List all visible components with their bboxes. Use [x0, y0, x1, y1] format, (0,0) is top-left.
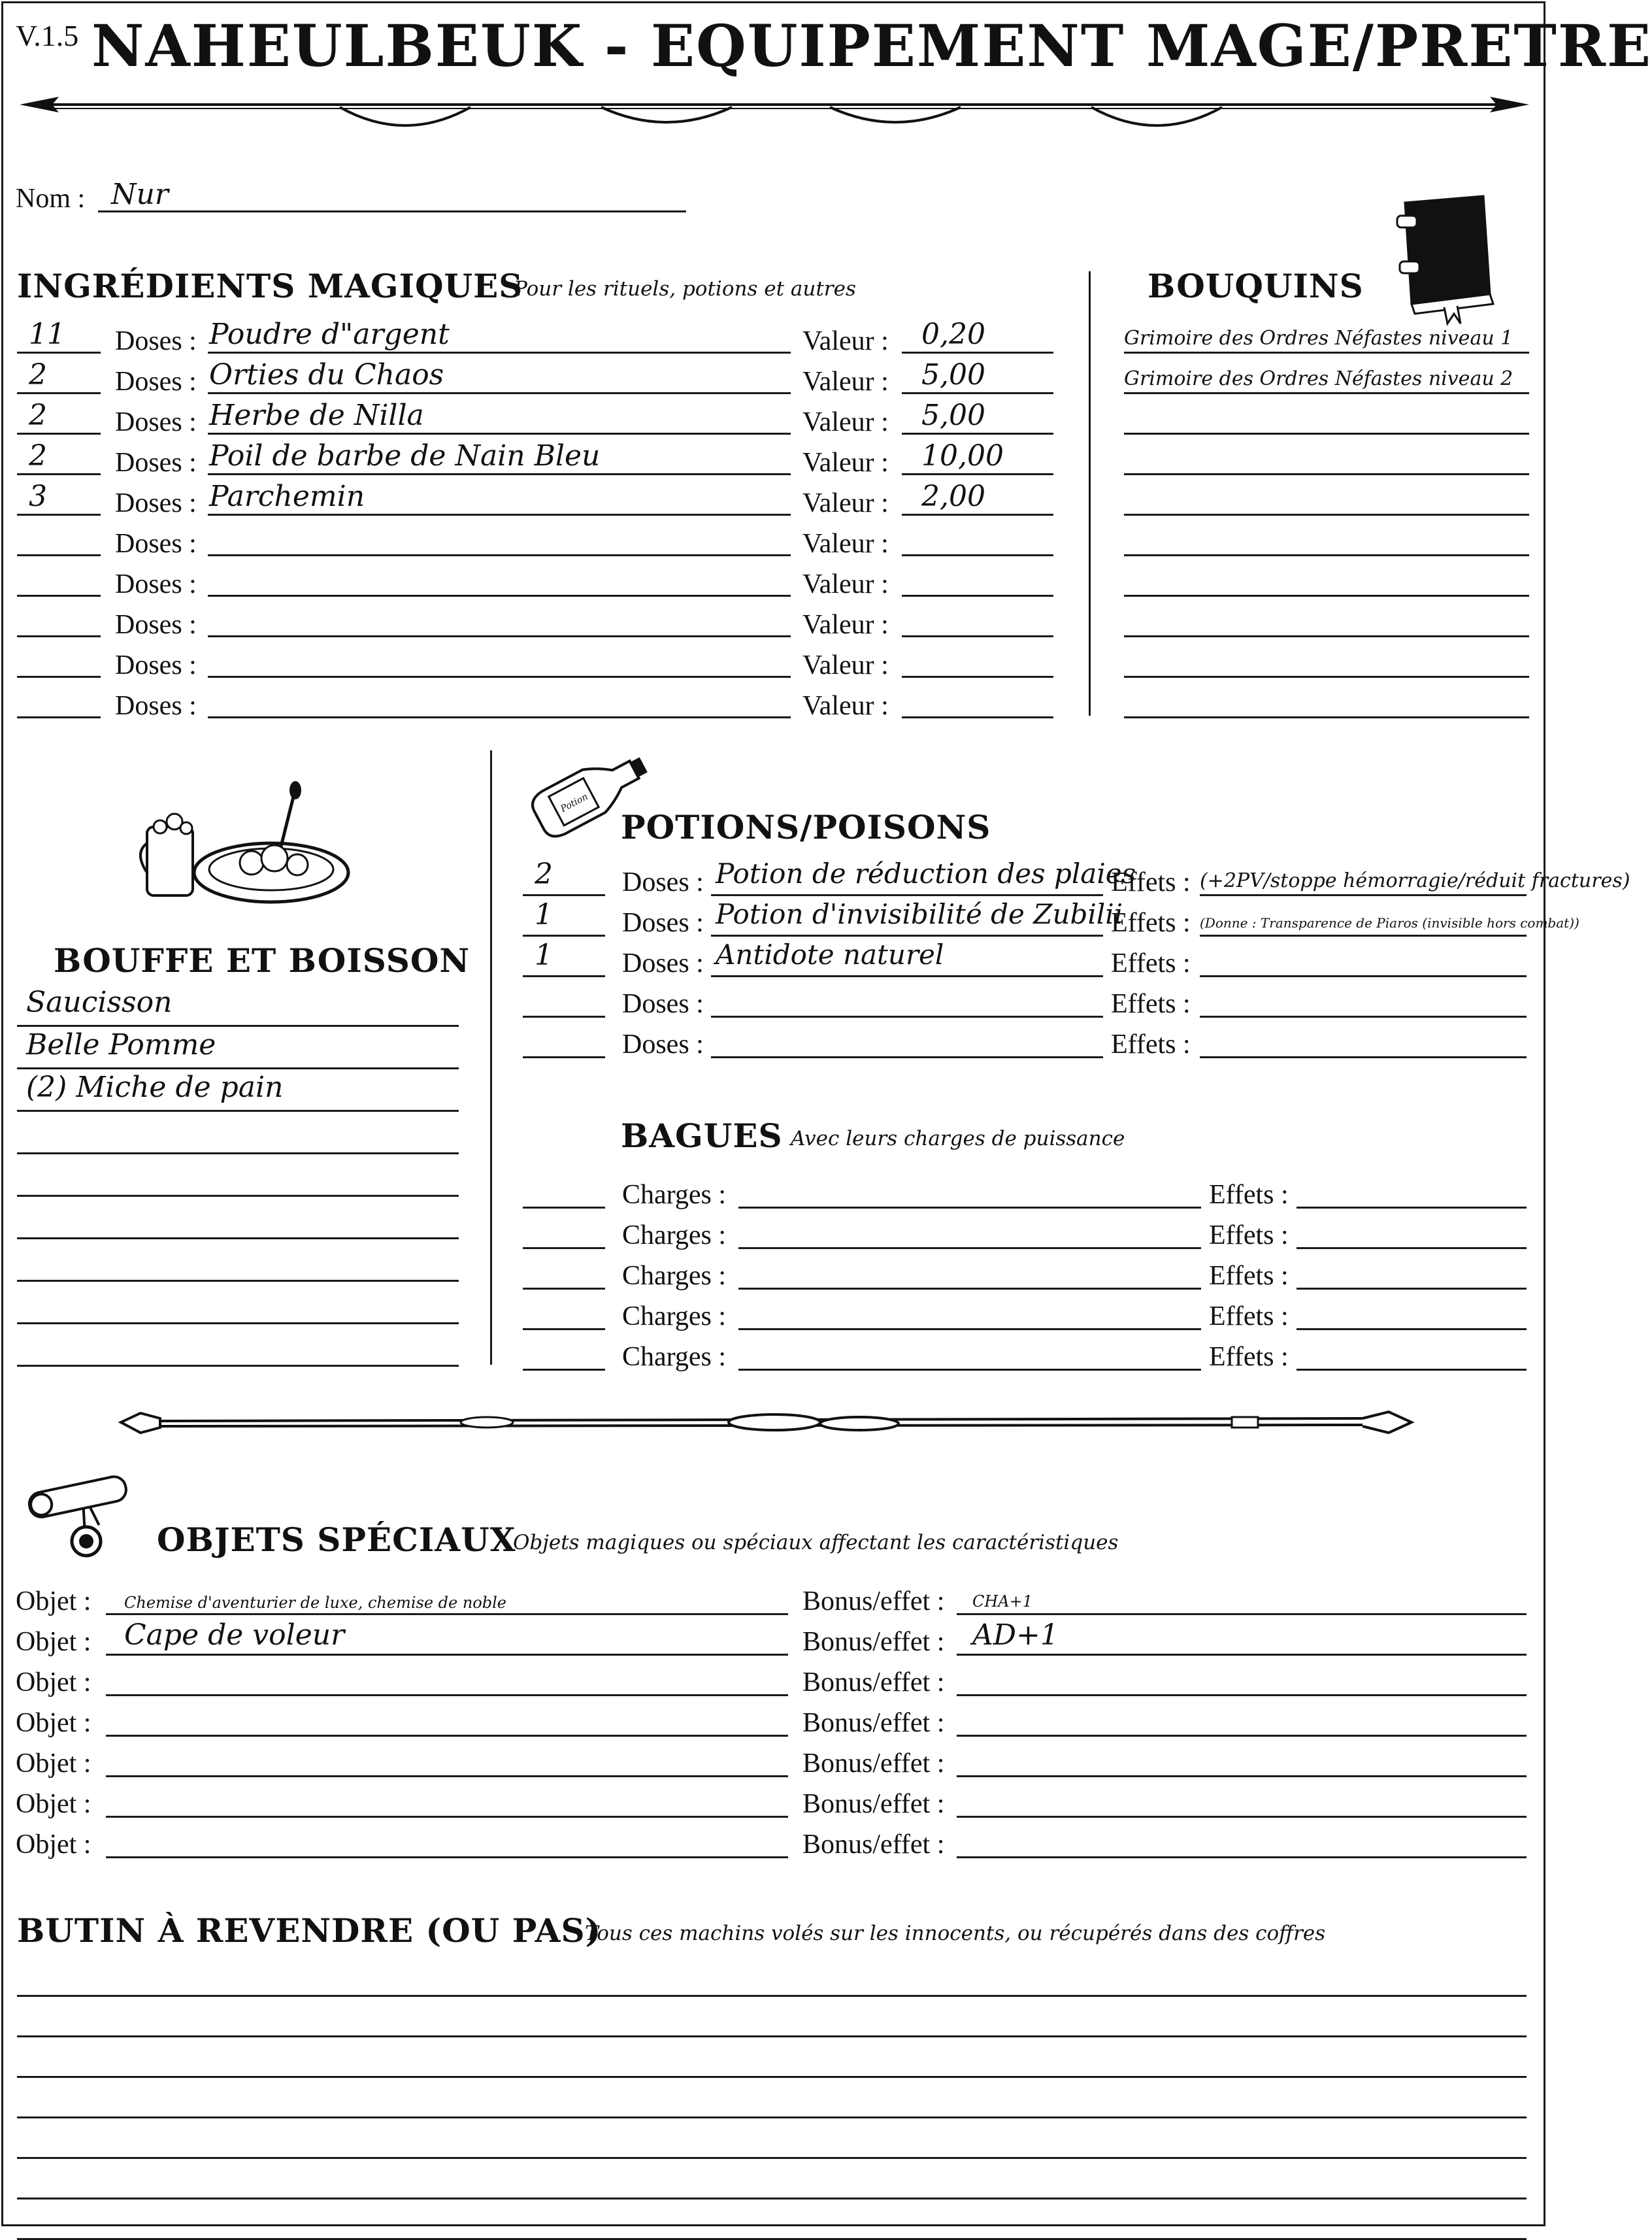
bouquins-heading: BOUQUINS [1148, 267, 1364, 305]
objet-name-line [106, 1735, 788, 1737]
potion-name-line [711, 975, 1103, 977]
ingredient-value-line [902, 716, 1053, 718]
butin-heading: BUTIN À REVENDRE (OU PAS) [17, 1911, 602, 1950]
bouquins-divider [1089, 271, 1091, 716]
bouffe-entry[interactable]: Belle Pomme [26, 1028, 216, 1061]
bouffe-line [17, 1067, 459, 1069]
bague-effect-line [1297, 1288, 1527, 1290]
ingredients-subtitle: Pour les rituels, potions et autres [514, 277, 856, 301]
bouquin-line [1124, 595, 1529, 597]
ingredient-qty[interactable]: 2 [29, 358, 47, 392]
bouffe-line [17, 1152, 459, 1154]
potion-qty-line [523, 1056, 605, 1058]
bouquin-line [1124, 635, 1529, 637]
spear-divider-top [13, 85, 1536, 137]
potion-effect-line [1200, 1056, 1527, 1058]
ingredient-qty-line [17, 716, 101, 718]
bouquin-line [1124, 514, 1529, 516]
objet-bonus-line [957, 1694, 1527, 1696]
ingredient-name[interactable]: Poil de barbe de Nain Bleu [209, 439, 601, 473]
potion-doses-label: Doses : [622, 948, 704, 978]
objet-label: Objet : [16, 1667, 91, 1697]
ingredient-doses-label: Doses : [115, 367, 197, 397]
objet-name-line [106, 1856, 788, 1858]
ingredient-value[interactable]: 2,00 [921, 480, 985, 513]
objet-bonus-label: Bonus/effet : [802, 1667, 945, 1697]
bagues-heading: BAGUES [621, 1116, 783, 1155]
ingredient-name-line [208, 676, 791, 678]
ingredient-name-line [208, 595, 791, 597]
ingredient-value[interactable]: 0,20 [921, 318, 985, 351]
bouquin-line [1124, 554, 1529, 556]
nom-line [98, 210, 686, 212]
ingredients-heading: INGRÉDIENTS MAGIQUES [17, 267, 523, 305]
ingredient-qty-line [17, 676, 101, 678]
objet-bonus[interactable]: CHA+1 [972, 1592, 1033, 1611]
ingredient-name[interactable]: Herbe de Nilla [209, 399, 424, 432]
butin-subtitle: Tous ces machins volés sur les innocents, ou récupérés dans des coffres [585, 1922, 1326, 1945]
ingredient-name-line [208, 433, 791, 435]
bagues-subtitle: Avec leurs charges de puissance [791, 1127, 1125, 1150]
ingredient-name-line [208, 716, 791, 718]
ingredient-qty[interactable]: 11 [29, 318, 65, 351]
scroll-ring-icon [16, 1464, 153, 1562]
bouffe-line [17, 1110, 459, 1112]
ingredient-valeur-label: Valeur : [802, 488, 889, 518]
bouffe-line [17, 1365, 459, 1367]
potion-name[interactable]: Antidote naturel [716, 939, 944, 971]
butin-line [17, 1995, 1527, 1997]
ingredient-name[interactable]: Poudre d"argent [209, 318, 450, 351]
bouffe-line [17, 1280, 459, 1282]
potion-name[interactable]: Potion d'invisibilité de Zubilii [716, 898, 1123, 930]
objet-bonus-line [957, 1816, 1527, 1818]
objet-name-line [106, 1613, 788, 1615]
ingredient-value[interactable]: 5,00 [921, 399, 985, 432]
ingredient-valeur-label: Valeur : [802, 691, 889, 721]
bague-qty-line [523, 1328, 605, 1330]
potion-name[interactable]: Potion de réduction des plaies [716, 858, 1136, 890]
ingredient-value-line [902, 635, 1053, 637]
bouquin-line [1124, 433, 1529, 435]
objet-label: Objet : [16, 1830, 91, 1860]
objet-bonus-label: Bonus/effet : [802, 1748, 945, 1779]
potion-effets-label: Effets : [1111, 948, 1191, 978]
objet-bonus-label: Bonus/effet : [802, 1708, 945, 1738]
potion-name-line [711, 1056, 1103, 1058]
bague-charges-label: Charges : [622, 1261, 727, 1291]
ingredient-doses-label: Doses : [115, 691, 197, 721]
objet-bonus-line [957, 1775, 1527, 1777]
bague-charges-label: Charges : [622, 1180, 727, 1210]
ingredient-doses-label: Doses : [115, 610, 197, 640]
bague-effect-line [1297, 1369, 1527, 1371]
objet-label: Objet : [16, 1789, 91, 1819]
ingredient-value[interactable]: 5,00 [921, 358, 985, 392]
ingredient-value-line [902, 392, 1053, 394]
ingredient-value-line [902, 433, 1053, 435]
ingredient-doses-label: Doses : [115, 569, 197, 599]
potion-doses-label: Doses : [622, 989, 704, 1019]
version-label: V.1.5 [16, 19, 79, 52]
bouffe-line [17, 1195, 459, 1197]
ingredient-value-line [902, 514, 1053, 516]
objet-bonus-label: Bonus/effet : [802, 1789, 945, 1819]
ingredient-qty[interactable]: 3 [29, 480, 47, 513]
butin-line [17, 2198, 1527, 2199]
bague-charges-line [738, 1207, 1201, 1209]
bouffe-heading: BOUFFE ET BOISSON [54, 941, 471, 980]
ingredient-name-line [208, 473, 791, 475]
ingredient-valeur-label: Valeur : [802, 326, 889, 356]
ingredient-valeur-label: Valeur : [802, 367, 889, 397]
ingredient-doses-label: Doses : [115, 326, 197, 356]
ingredient-value[interactable]: 10,00 [921, 439, 1004, 473]
potion-effets-label: Effets : [1111, 908, 1191, 938]
ingredient-name-line [208, 554, 791, 556]
ingredient-qty-line [17, 392, 101, 394]
objet-bonus-label: Bonus/effet : [802, 1830, 945, 1860]
ingredient-name[interactable]: Orties du Chaos [209, 358, 444, 392]
objet-label: Objet : [16, 1708, 91, 1738]
potion-effect-line [1200, 1016, 1527, 1018]
bague-qty-line [523, 1288, 605, 1290]
ingredient-value-line [902, 676, 1053, 678]
butin-line [17, 2035, 1527, 2037]
bouffe-line [17, 1322, 459, 1324]
bague-effets-label: Effets : [1209, 1180, 1289, 1210]
bouquin-entry[interactable]: Grimoire des Ordres Néfastes niveau 2 [1124, 367, 1513, 390]
bague-charges-line [738, 1328, 1201, 1330]
bague-charges-line [738, 1369, 1201, 1371]
bouffe-entry[interactable]: Saucisson [26, 986, 173, 1019]
bouquin-line [1124, 392, 1529, 394]
bague-charges-label: Charges : [622, 1342, 727, 1372]
potion-effets-label: Effets : [1111, 1029, 1191, 1060]
objet-name-line [106, 1654, 788, 1656]
potions-divider [490, 750, 492, 1365]
objets-subtitle: Objets magiques ou spéciaux affectant les caractéristiques [513, 1531, 1119, 1554]
ingredient-valeur-label: Valeur : [802, 529, 889, 559]
ingredient-valeur-label: Valeur : [802, 650, 889, 680]
ingredient-valeur-label: Valeur : [802, 407, 889, 437]
ingredient-qty[interactable]: 2 [29, 399, 47, 432]
butin-line [17, 2116, 1527, 2118]
nom-value[interactable]: Nur [111, 178, 169, 211]
potion-doses-label: Doses : [622, 908, 704, 938]
objet-label: Objet : [16, 1586, 91, 1616]
bague-effect-line [1297, 1207, 1527, 1209]
bague-effets-label: Effets : [1209, 1220, 1289, 1250]
ingredient-doses-label: Doses : [115, 488, 197, 518]
potion-effect-line [1200, 935, 1527, 937]
nom-label: Nom : [16, 184, 86, 214]
ingredient-qty-line [17, 352, 101, 354]
bouffe-line [17, 1237, 459, 1239]
ingredient-doses-label: Doses : [115, 650, 197, 680]
bague-charges-line [738, 1288, 1201, 1290]
bouquin-line [1124, 676, 1529, 678]
objet-bonus-line [957, 1613, 1527, 1615]
ingredient-qty-line [17, 433, 101, 435]
potion-qty-line [523, 975, 605, 977]
bouquin-line [1124, 352, 1529, 354]
ingredient-doses-label: Doses : [115, 529, 197, 559]
staff-divider [121, 1399, 1428, 1451]
bague-charges-label: Charges : [622, 1220, 727, 1250]
bouquin-line [1124, 473, 1529, 475]
bague-effets-label: Effets : [1209, 1342, 1289, 1372]
potion-name-line [711, 935, 1103, 937]
potion-effect-line [1200, 975, 1527, 977]
potion-effets-label: Effets : [1111, 867, 1191, 897]
ingredient-name-line [208, 352, 791, 354]
bague-effect-line [1297, 1328, 1527, 1330]
food-illustration [134, 781, 356, 912]
butin-line [17, 2076, 1527, 2078]
bague-effets-label: Effets : [1209, 1261, 1289, 1291]
book-icon [1392, 190, 1503, 327]
ingredient-doses-label: Doses : [115, 448, 197, 478]
objet-label: Objet : [16, 1748, 91, 1779]
ingredient-value-line [902, 554, 1053, 556]
potion-qty[interactable]: 2 [535, 858, 553, 891]
bouffe-entry[interactable]: (2) Miche de pain [26, 1071, 284, 1104]
objet-bonus-label: Bonus/effet : [802, 1586, 945, 1616]
objets-heading: OBJETS SPÉCIAUX [157, 1520, 516, 1559]
objet-bonus-line [957, 1856, 1527, 1858]
ingredient-qty-line [17, 514, 101, 516]
ingredient-doses-label: Doses : [115, 407, 197, 437]
potion-effect[interactable]: (+2PV/stoppe hémorragie/réduit fractures) [1200, 869, 1630, 892]
objet-bonus-label: Bonus/effet : [802, 1627, 945, 1657]
objet-name-line [106, 1816, 788, 1818]
ingredient-qty-line [17, 554, 101, 556]
bague-effets-label: Effets : [1209, 1301, 1289, 1331]
ingredient-name-line [208, 635, 791, 637]
objet-bonus-line [957, 1735, 1527, 1737]
ingredient-name-line [208, 514, 791, 516]
bague-charges-label: Charges : [622, 1301, 727, 1331]
ingredient-value-line [902, 352, 1053, 354]
potions-heading: POTIONS/POISONS [621, 808, 991, 846]
ingredient-qty[interactable]: 2 [29, 439, 47, 473]
potion-doses-label: Doses : [622, 1029, 704, 1060]
potion-effect-line [1200, 894, 1527, 896]
butin-line [17, 2157, 1527, 2159]
page-title: NAHEULBEUK - EQUIPEMENT MAGE/PRETRE [91, 12, 1652, 80]
potion-qty-line [523, 1016, 605, 1018]
potion-name-line [711, 1016, 1103, 1018]
objet-label: Objet : [16, 1627, 91, 1657]
ingredient-qty-line [17, 473, 101, 475]
ingredient-value-line [902, 595, 1053, 597]
objet-name[interactable]: Cape de voleur [124, 1618, 345, 1652]
potion-qty-line [523, 935, 605, 937]
ingredient-qty-line [17, 635, 101, 637]
potion-bottle-label: Potion [559, 791, 590, 815]
objet-name-line [106, 1694, 788, 1696]
potion-qty[interactable]: 1 [535, 939, 553, 972]
potion-qty[interactable]: 1 [535, 898, 553, 931]
objet-name[interactable]: Chemise d'aventurier de luxe, chemise de noble [124, 1594, 506, 1612]
potion-effect[interactable]: (Donne : Transparence de Piaros (invisible hors combat)) [1200, 915, 1579, 931]
objet-bonus[interactable]: AD+1 [972, 1618, 1059, 1652]
ingredient-name-line [208, 392, 791, 394]
potion-doses-label: Doses : [622, 867, 704, 897]
bouquin-entry[interactable]: Grimoire des Ordres Néfastes niveau 1 [1124, 327, 1513, 350]
bouffe-line [17, 1025, 459, 1027]
potion-name-line [711, 894, 1103, 896]
bague-effect-line [1297, 1247, 1527, 1249]
bouquin-line [1124, 716, 1529, 718]
bague-qty-line [523, 1369, 605, 1371]
ingredient-valeur-label: Valeur : [802, 610, 889, 640]
objet-name-line [106, 1775, 788, 1777]
ingredient-valeur-label: Valeur : [802, 569, 889, 599]
ingredient-name[interactable]: Parchemin [209, 480, 365, 513]
objet-bonus-line [957, 1654, 1527, 1656]
bague-qty-line [523, 1207, 605, 1209]
bague-charges-line [738, 1247, 1201, 1249]
ingredient-value-line [902, 473, 1053, 475]
ingredient-qty-line [17, 595, 101, 597]
ingredient-valeur-label: Valeur : [802, 448, 889, 478]
bague-qty-line [523, 1247, 605, 1249]
potion-qty-line [523, 894, 605, 896]
potion-effets-label: Effets : [1111, 989, 1191, 1019]
